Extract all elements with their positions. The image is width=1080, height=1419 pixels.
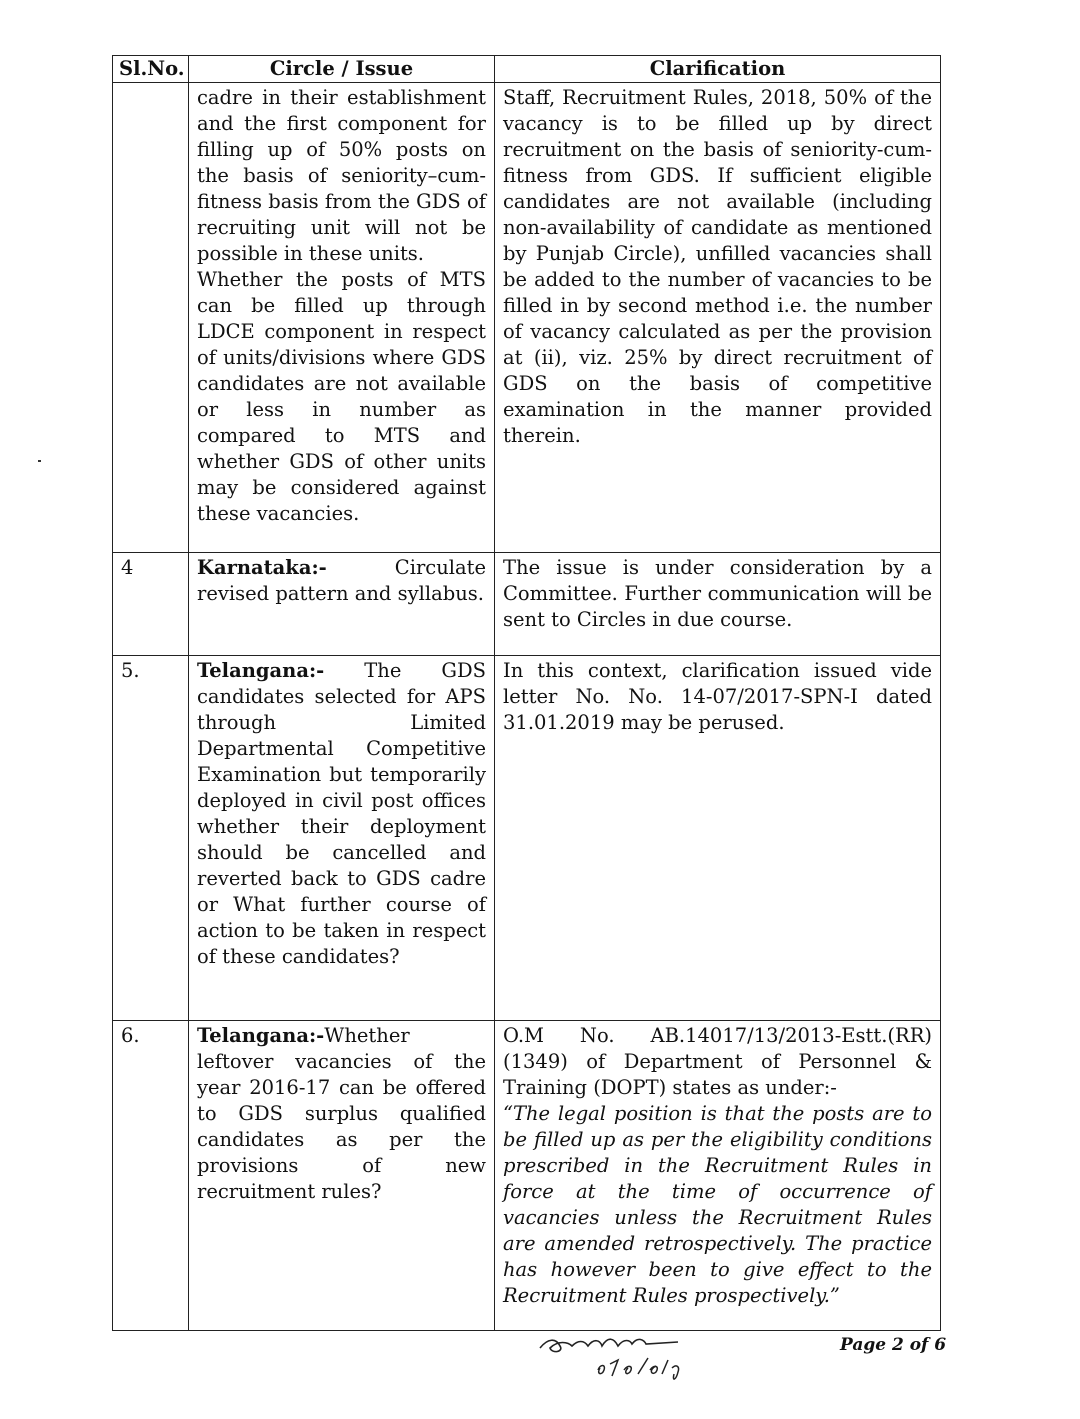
header-clarification: Clarification	[495, 56, 941, 83]
circle-name: Telangana:-	[197, 659, 325, 682]
clarification-table	[112, 55, 941, 1331]
issue-text: Whether leftover vacancies of the year 2016-17 can be offered to GDS surplus qualified candidates as per the provisions of new recruitment rules?	[197, 1024, 486, 1203]
clarification-intro: O.M No. AB.14017/13/2013-Estt.(RR)(1349) of Department of Personnel & Training (DOPT) states as under:-	[503, 1024, 932, 1099]
table-row	[113, 656, 941, 1021]
table-header-row	[113, 56, 941, 83]
row-sl-no: 5.	[113, 656, 189, 1021]
issue-paragraph: Whether the posts of MTS can be filled up through LDCE component in respect of units/divisions where GDS candidates are not available or less in number as compared to MTS and whether GDS of other units may be considered against these vacancies.	[197, 268, 486, 525]
table-row	[113, 1021, 941, 1331]
row-issue	[189, 83, 495, 553]
row-issue	[189, 656, 495, 1021]
clarification-quote: “The legal position is that the posts are to be filled up as per the eligibility conditions prescribed in the Recruitment Rules in force at the time of occurrence of vacancies unless the Recruitment Rules are amended retrospectively. The practice has however been to give effect to the Recruitment Rules prospectively.”	[503, 1102, 932, 1307]
row-clarification: Staff, Recruitment Rules, 2018, 50% of the vacancy is to be filled up by direct recruitment on the basis of seniority-cum-fitness from GDS. If sufficient eligible candidates are not available (including non-availability of candidate as mentioned by Punjab Circle), unfilled vacancies shall be added to the number of vacancies to be filled in by second method i.e. the number of vacancy calculated as per the provision at (ii), viz. 25% by direct recruitment of GDS on the basis of competitive examination in the manner provided therein.	[495, 83, 941, 553]
row-clarification: The issue is under consideration by a Committee. Further communication will be sent to Circles in due course.	[495, 553, 941, 656]
handwritten-signature	[538, 1330, 738, 1390]
issue-text: The GDS candidates selected for APS through Limited Departmental Competitive Examination but temporarily deployed in civil post offices whether their deployment should be cancelled and reverted back to GDS cadre or What further course of action to be taken in respect of these candidates?	[197, 659, 486, 968]
row-clarification	[495, 1021, 941, 1331]
table-row	[113, 553, 941, 656]
table-row	[113, 83, 941, 553]
row-issue	[189, 1021, 495, 1331]
issue-paragraph: cadre in their establishment and the first component for filling up of 50% posts on the basis of seniority–cum-fitness basis from the GDS of recruiting unit will not be possible in these units.	[197, 86, 486, 265]
scan-mark	[38, 460, 41, 462]
circle-name: Karnataka:-	[197, 556, 327, 579]
header-sl-no: Sl.No.	[113, 56, 189, 83]
issue-text: Circulate revised pattern and syllabus.	[197, 556, 486, 605]
header-circle-issue: Circle / Issue	[189, 56, 495, 83]
row-sl-no	[113, 83, 189, 553]
circle-name: Telangana:-	[197, 1024, 325, 1047]
row-clarification: In this context, clarification issued vide letter No. No. 14-07/2017-SPN-I dated 31.01.2019 may be perused.	[495, 656, 941, 1021]
page-number: Page 2 of 6	[840, 1335, 947, 1355]
row-sl-no: 4	[113, 553, 189, 656]
row-sl-no: 6.	[113, 1021, 189, 1331]
row-issue	[189, 553, 495, 656]
